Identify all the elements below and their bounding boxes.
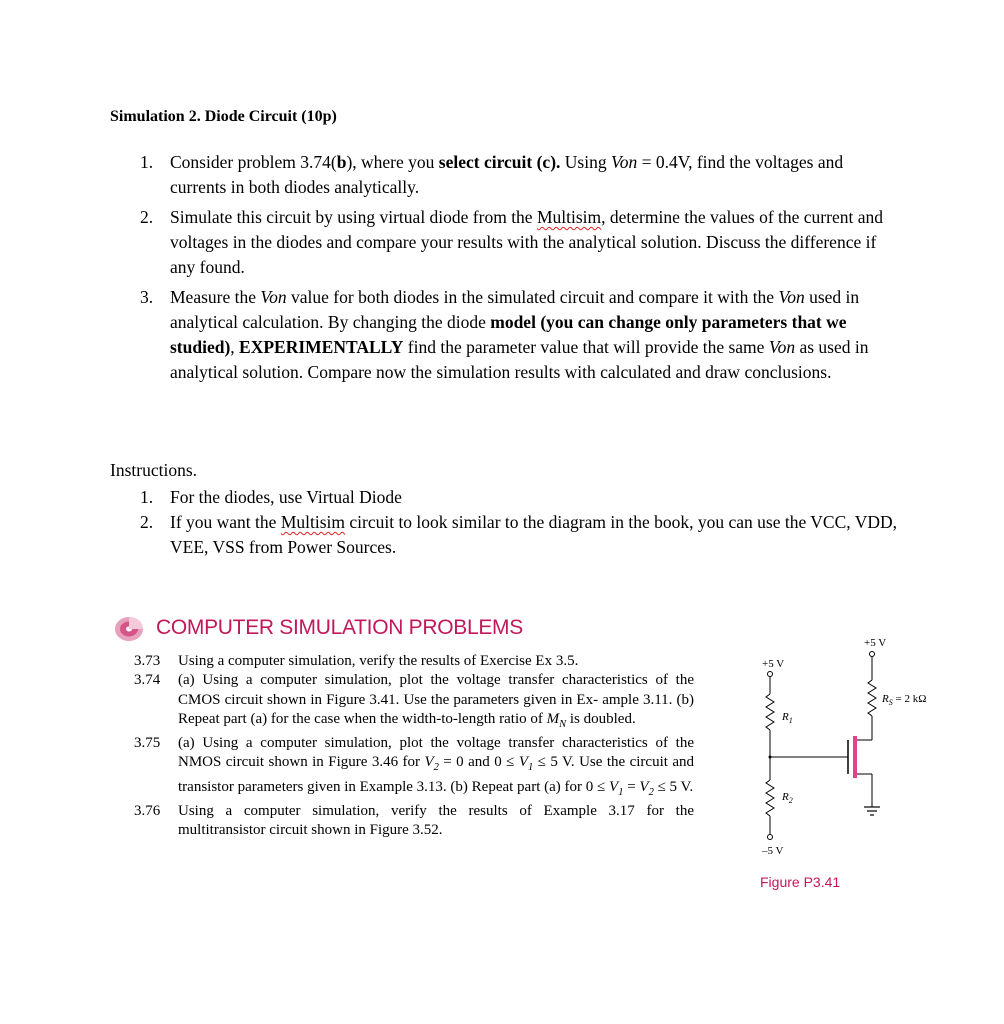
task-text bbox=[170, 207, 883, 277]
text-run: ≤ 5 V. Use the circuit and transistor parameters given in Example 3.13. (b) Repeat part (a) for 0 ≤ bbox=[178, 754, 694, 795]
resistor-r2-icon bbox=[766, 780, 774, 816]
resistor-r1-icon bbox=[766, 694, 774, 730]
instructions-title: Instructions. bbox=[110, 460, 198, 480]
text-run: Von bbox=[768, 337, 796, 357]
text-run: = 0.4V, find the voltages and currents in both diodes analytically. bbox=[170, 152, 844, 197]
text-run: model (you can change only parameters that we studied) bbox=[170, 312, 847, 357]
text-run: as used in analytical solution. Compare now the simulation results with calculated and draw conclusions. bbox=[170, 337, 869, 382]
bottom-supply-terminal bbox=[768, 835, 773, 840]
problem-number: 3.75 bbox=[134, 735, 161, 752]
text-run: (a) Using a computer simulation, plot the voltage transfer characteristics of the CMOS circuit shown in Figure 3.41. Use the parameters given in Ex- ample 3.11. (b) Repeat part (a) for the case when the width-to-length ratio of bbox=[178, 672, 694, 727]
task-item bbox=[110, 205, 900, 280]
problem-number: 3.73 bbox=[134, 653, 161, 669]
text-run: Using a computer simulation, verify the results of Exercise Ex 3.5. bbox=[178, 653, 579, 669]
task-item bbox=[110, 150, 900, 200]
text-run: , determine the values of the current and voltages in the diodes and compare your results with the analytical solution. Discuss the difference if any found. bbox=[170, 207, 883, 277]
text-run: find the parameter value that will provide the same bbox=[403, 337, 769, 357]
text-run: 2 bbox=[648, 786, 654, 798]
task-number: 2. bbox=[140, 207, 154, 227]
right-supply-terminal bbox=[870, 652, 875, 657]
right-supply-label: +5 V bbox=[864, 637, 887, 649]
section-title: COMPUTER SIMULATION PROBLEMS bbox=[156, 616, 523, 639]
text-run: is doubled. bbox=[566, 710, 636, 727]
text-run: circuit to look similar to the diagram in the book, you can use the VCC, VDD, VEE, VSS from Power Sources. bbox=[170, 512, 897, 557]
text-run: ), where you bbox=[346, 152, 439, 172]
text-run: Von bbox=[778, 287, 805, 307]
simulation-task-list bbox=[110, 150, 900, 390]
simulation-title: Simulation 2. Diode Circuit (10p) bbox=[110, 108, 337, 125]
problem-text bbox=[178, 672, 694, 730]
resistor-rs-icon bbox=[868, 680, 876, 716]
problem-item bbox=[134, 652, 694, 671]
instruction-item bbox=[110, 485, 900, 510]
text-run: V bbox=[609, 778, 619, 795]
problem-number: 3.74 bbox=[134, 672, 161, 689]
text-run: (a) Using a computer simulation, plot the voltage transfer characteristics of the NMOS circuit shown in Figure 3.46 for bbox=[178, 735, 694, 771]
instruction-item bbox=[110, 510, 900, 560]
task-text bbox=[170, 287, 868, 382]
text-run: 1 bbox=[618, 786, 624, 798]
text-run: Multisim bbox=[536, 207, 602, 227]
task-number: 1. bbox=[140, 152, 154, 172]
text-run: 1 bbox=[527, 762, 534, 774]
ground-icon bbox=[864, 807, 880, 815]
text-run: Simulate this circuit by using virtual diode from the bbox=[170, 207, 537, 227]
text-run: V bbox=[639, 778, 649, 795]
text-run: Using bbox=[560, 152, 611, 172]
text-run: Measure the bbox=[170, 287, 261, 307]
text-run: For the diodes, use Virtual Diode bbox=[170, 487, 402, 507]
rs-label: $R_S = 2$ kΩ bbox=[882, 693, 927, 707]
bottom-supply-label: –5 V bbox=[762, 845, 784, 857]
cd-icon bbox=[114, 614, 148, 642]
r2-label: $R_2$ bbox=[782, 791, 793, 805]
problem-item bbox=[134, 671, 694, 734]
text-run: EXPERIMENTALLY bbox=[239, 337, 404, 357]
text-run: = 0 and 0 ≤ bbox=[438, 754, 519, 771]
text-run: ≤ 5 V. bbox=[653, 778, 694, 795]
text-run: Multisim bbox=[280, 512, 345, 532]
problem-item bbox=[134, 734, 694, 802]
text-run: = bbox=[623, 778, 640, 795]
text-run: If you want the bbox=[170, 512, 281, 532]
text-run: Using a computer simulation, verify the results of Example 3.17 for the multitransistor circuit shown in Figure 3.52. bbox=[178, 803, 694, 839]
text-run: V bbox=[518, 754, 528, 771]
mosfet-channel-icon bbox=[853, 736, 857, 778]
text-run: b bbox=[336, 152, 347, 172]
text-run: Von bbox=[610, 152, 638, 172]
text-run: , bbox=[230, 337, 240, 357]
text-run: V bbox=[424, 754, 434, 771]
task-number: 3. bbox=[140, 287, 154, 307]
text-run: Consider problem 3.74( bbox=[170, 152, 337, 172]
top-supply-terminal bbox=[768, 672, 773, 677]
figure-caption: Figure P3.41 bbox=[760, 874, 841, 890]
problem-number: 3.76 bbox=[134, 803, 161, 820]
r1-label: $R_1$ bbox=[782, 711, 793, 725]
problem-text bbox=[178, 653, 578, 669]
problem-text bbox=[178, 803, 694, 838]
text-run: M bbox=[546, 710, 560, 727]
problem-text bbox=[178, 735, 694, 798]
instruction-number: 1. bbox=[140, 487, 154, 507]
section-header bbox=[114, 614, 523, 642]
text-run: N bbox=[559, 718, 567, 730]
top-supply-label: +5 V bbox=[762, 658, 785, 670]
text-run: value for both diodes in the simulated circuit and compare it with the bbox=[286, 287, 779, 307]
problem-list bbox=[134, 652, 694, 841]
text-run: select circuit (c). bbox=[438, 152, 561, 172]
text-run: used in analytical calculation. By changing the diode bbox=[170, 287, 860, 332]
circuit-figure bbox=[740, 632, 980, 872]
text-run: 2 bbox=[433, 762, 439, 774]
problem-item bbox=[134, 802, 694, 841]
instruction-text bbox=[170, 487, 402, 507]
instruction-text bbox=[170, 512, 897, 557]
instructions-list bbox=[110, 485, 900, 565]
instruction-number: 2. bbox=[140, 512, 154, 532]
text-run: Von bbox=[260, 287, 287, 307]
task-item bbox=[110, 285, 900, 385]
task-text bbox=[170, 152, 843, 197]
